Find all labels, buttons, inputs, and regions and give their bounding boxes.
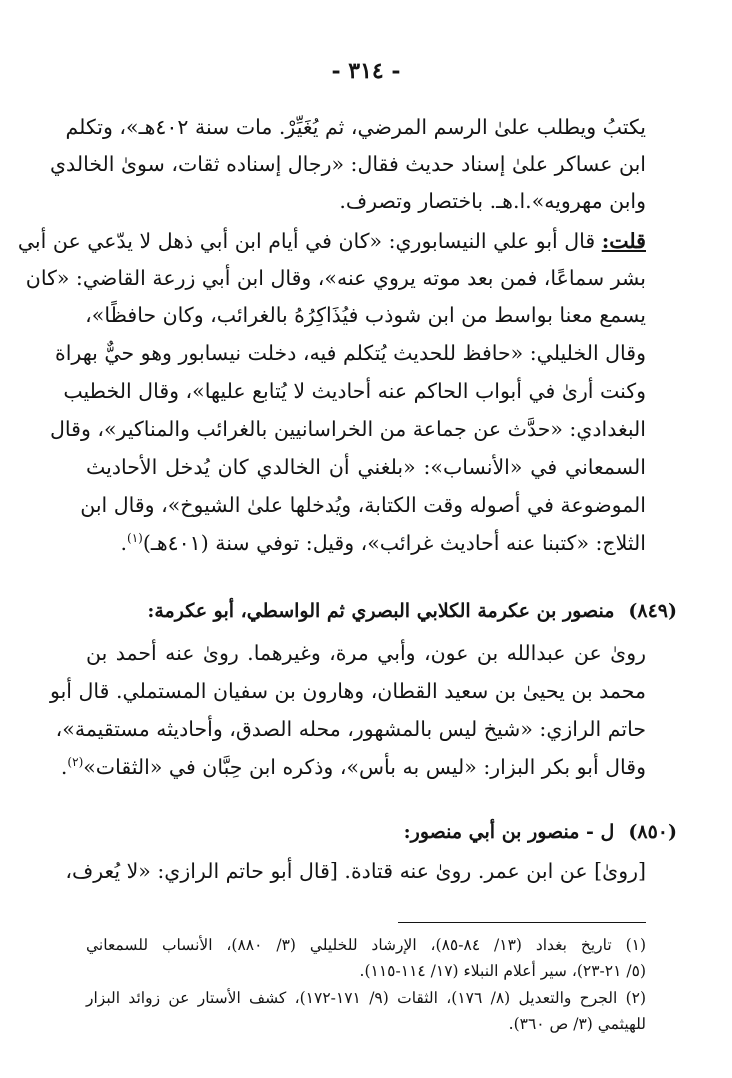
text-line: وابن مهرويه».ا.هـ. باختصار وتصرف. <box>339 189 646 213</box>
text-span: وقال أبو بكر البزار: «ليس به بأس»، وذكره ابن حِبَّان في «الثقات» <box>83 755 646 779</box>
text-line: حاتم الرازي: «شيخ ليس بالمشهور، محله الصدق، وأحاديثه مستقيمة»، <box>55 717 646 741</box>
text-line: محمد بن يحيىٰ بن سعيد القطان، وهارون بن سفيان المستملي. قال أبو <box>50 679 646 703</box>
text-line: الثلاج: «كتبنا عنه أحاديث غرائب»، وقيل: توفي سنة (٤٠١هـ)$^{(١)}$. <box>120 531 646 555</box>
text-line: يكتبُ ويطلب علىٰ الرسم المرضي، ثم يُغَيِّرْ. مات سنة ٤٠٢هـ»، وتكلم <box>65 115 646 139</box>
text-line: وكنت أرىٰ في أبواب الحاكم عنه أحاديث لا يُتابع عليها»، وقال الخطيب <box>63 379 646 403</box>
footnote-line: للهيثمي (٣/ ص ٣٦٠). <box>508 1015 646 1033</box>
text-line: بشر سماعًا، فمن بعد موته يروي عنه»، وقال ابن أبي زرعة القاضي: «كان <box>25 266 646 290</box>
text-span: الثلاج: «كتبنا عنه أحاديث غرائب»، وقيل: توفي سنة (٤٠١هـ) <box>142 531 646 555</box>
text-line: وقال أبو بكر البزار: «ليس به بأس»، وذكره ابن حِبَّان في «الثقات»$^{(٢)}$. <box>60 755 646 779</box>
page-number: - ٣١٤ - <box>331 58 401 84</box>
footnote-line: (٥/ ٢١-٢٣)، سير أعلام النبلاء (١٧/ ١١٤-١١٥). <box>359 962 646 980</box>
footnote-line: (٢) الجرح والتعديل (٨/ ١٧٦)، الثقات (٩/ ١٧١-١٧٢)، كشف الأستار عن زوائد البزار <box>86 989 647 1007</box>
footnote-ref[interactable]: (١) <box>127 531 143 546</box>
text-line: ابن عساكر علىٰ إسناد حديث فقال: «رجال إسناده ثقات، سوىٰ الخالدي <box>50 152 646 176</box>
text-line: السمعاني في «الأنساب»: «بلغني أن الخالدي كان يُدخل الأحاديث <box>86 455 646 479</box>
entry-title: منصور بن عكرمة الكلابي البصري ثم الواسطي، أبو عكرمة: <box>147 600 615 622</box>
text-line: [روىٰ] عن ابن عمر. روىٰ عنه قتادة. [قال أبو حاتم الرازي: «لا يُعرف، <box>65 859 646 883</box>
footnote-line: (١) تاريخ بغداد (١٣/ ٨٤-٨٥)، الإرشاد للخليلي (٣/ ٨٨٠)، الأنساب للسمعاني <box>86 936 647 954</box>
entry-heading-849 <box>147 596 677 626</box>
text-span: قال أبو علي النيسابوري: «كان في أيام ابن أبي ذهل لا يدّعي عن أبي <box>17 229 602 253</box>
text-line <box>17 226 646 256</box>
entry-number: (٨٥٠) <box>628 821 677 843</box>
entry-heading-850 <box>404 817 677 847</box>
footnote-ref[interactable]: (٢) <box>67 755 84 770</box>
text-line: وقال الخليلي: «حافظ للحديث يُتكلم فيه، دخلت نيسابور وهو حيٌّ بهراة <box>54 341 646 365</box>
text-line: روىٰ عن عبدالله بن عون، وأبي مرة، وغيرهما. روىٰ عنه أحمد بن <box>86 641 646 665</box>
footnote-divider <box>398 922 646 923</box>
text-line: البغدادي: «حدَّث عن جماعة من الخراسانيين بالغرائب والمناكير»، وقال <box>50 417 646 441</box>
text-line: يسمع معنا بواسط من ابن شوذب فيُذَاكِرُهُ بالغرائب، وكان حافظًا»، <box>85 303 646 327</box>
text-line: الموضوعة في أصوله وقت الكتابة، ويُدخلها علىٰ الشيوخ»، وقال ابن <box>80 493 646 517</box>
qult-label: قلت: <box>601 229 646 253</box>
entry-number: (٨٤٩) <box>628 600 677 622</box>
entry-title: ل - منصور بن أبي منصور: <box>403 821 615 843</box>
